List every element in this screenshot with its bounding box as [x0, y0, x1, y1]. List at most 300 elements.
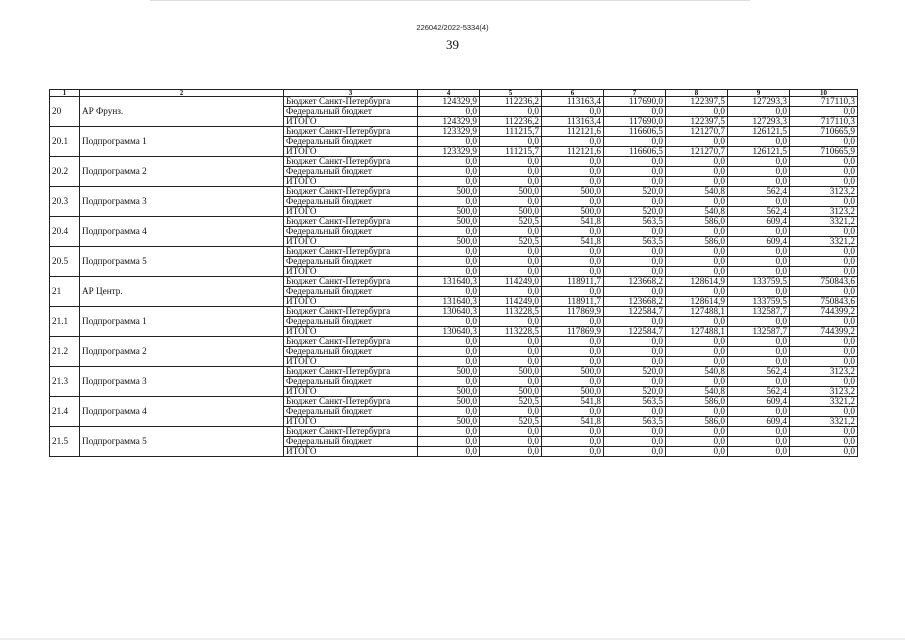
amount-cell: 0,0 [604, 267, 666, 277]
amount-cell: 500,0 [418, 367, 480, 377]
table-row [50, 127, 858, 137]
amount-cell: 586,0 [666, 217, 728, 227]
amount-cell: 0,0 [728, 377, 790, 387]
amount-cell: 0,0 [666, 377, 728, 387]
amount-cell: 0,0 [418, 447, 480, 457]
amount-cell: 0,0 [542, 267, 604, 277]
amount-cell: 563,5 [604, 237, 666, 247]
amount-cell: 0,0 [728, 157, 790, 167]
amount-cell: 127488,1 [666, 307, 728, 317]
amount-cell: 0,0 [480, 197, 542, 207]
program-name: Подпрограмма 3 [80, 367, 284, 397]
amount-cell: 0,0 [790, 437, 858, 447]
amount-cell: 540,8 [666, 187, 728, 197]
amount-cell: 0,0 [604, 347, 666, 357]
amount-cell: 0,0 [418, 107, 480, 117]
amount-cell: 3321,2 [790, 417, 858, 427]
amount-cell: 500,0 [418, 207, 480, 217]
amount-cell: 0,0 [728, 167, 790, 177]
row-number: 20.4 [50, 217, 80, 247]
funding-source: Федеральный бюджет [284, 167, 418, 177]
row-number: 20 [50, 97, 80, 127]
program-name: Подпрограмма 5 [80, 427, 284, 457]
amount-cell: 0,0 [418, 157, 480, 167]
funding-source: Федеральный бюджет [284, 317, 418, 327]
amount-cell: 0,0 [790, 177, 858, 187]
amount-cell: 0,0 [480, 167, 542, 177]
amount-cell: 3123,2 [790, 367, 858, 377]
amount-cell: 0,0 [542, 247, 604, 257]
table-row [50, 367, 858, 377]
table-row [50, 427, 858, 437]
funding-source: ИТОГО [284, 117, 418, 127]
column-header: 9 [728, 90, 790, 97]
amount-cell: 133759,5 [728, 277, 790, 287]
funding-source: Бюджет Санкт-Петербурга [284, 97, 418, 107]
row-number: 20.3 [50, 187, 80, 217]
amount-cell: 113228,5 [480, 327, 542, 337]
row-number: 21.4 [50, 397, 80, 427]
amount-cell: 117690,0 [604, 97, 666, 107]
amount-cell: 0,0 [728, 247, 790, 257]
funding-source: Федеральный бюджет [284, 227, 418, 237]
amount-cell: 0,0 [542, 227, 604, 237]
amount-cell: 0,0 [604, 227, 666, 237]
table-row [50, 277, 858, 287]
program-name: Подпрограмма 4 [80, 217, 284, 247]
amount-cell: 0,0 [604, 377, 666, 387]
column-header: 1 [50, 90, 80, 97]
amount-cell: 0,0 [480, 247, 542, 257]
amount-cell: 116606,5 [604, 127, 666, 137]
row-number: 21 [50, 277, 80, 307]
amount-cell: 0,0 [666, 197, 728, 207]
row-number: 21.2 [50, 337, 80, 367]
funding-source: Бюджет Санкт-Петербурга [284, 157, 418, 167]
amount-cell: 122397,5 [666, 117, 728, 127]
amount-cell: 0,0 [604, 247, 666, 257]
amount-cell: 0,0 [480, 137, 542, 147]
amount-cell: 500,0 [418, 237, 480, 247]
page-number: 39 [446, 37, 459, 52]
amount-cell: 586,0 [666, 237, 728, 247]
amount-cell: 0,0 [728, 317, 790, 327]
amount-cell: 0,0 [728, 267, 790, 277]
amount-cell: 520,5 [480, 417, 542, 427]
amount-cell: 0,0 [666, 267, 728, 277]
amount-cell: 113163,4 [542, 117, 604, 127]
program-name: Подпрограмма 1 [80, 307, 284, 337]
amount-cell: 0,0 [728, 347, 790, 357]
amount-cell: 0,0 [790, 167, 858, 177]
amount-cell: 0,0 [542, 157, 604, 167]
amount-cell: 126121,5 [728, 127, 790, 137]
funding-source: Бюджет Санкт-Петербурга [284, 127, 418, 137]
row-number: 21.3 [50, 367, 80, 397]
funding-source: ИТОГО [284, 177, 418, 187]
amount-cell: 0,0 [418, 267, 480, 277]
column-header: 8 [666, 90, 728, 97]
amount-cell: 0,0 [418, 357, 480, 367]
funding-source: ИТОГО [284, 207, 418, 217]
amount-cell: 133759,5 [728, 297, 790, 307]
amount-cell: 114249,0 [480, 277, 542, 287]
amount-cell: 500,0 [480, 387, 542, 397]
amount-cell: 0,0 [542, 167, 604, 177]
amount-cell: 0,0 [604, 427, 666, 437]
amount-cell: 0,0 [790, 347, 858, 357]
amount-cell: 121270,7 [666, 147, 728, 157]
amount-cell: 0,0 [480, 177, 542, 187]
amount-cell: 0,0 [666, 227, 728, 237]
amount-cell: 113228,5 [480, 307, 542, 317]
amount-cell: 563,5 [604, 397, 666, 407]
amount-cell: 0,0 [542, 347, 604, 357]
amount-cell: 0,0 [418, 167, 480, 177]
amount-cell: 0,0 [790, 317, 858, 327]
amount-cell: 0,0 [666, 447, 728, 457]
amount-cell: 114249,0 [480, 297, 542, 307]
amount-cell: 131640,3 [418, 297, 480, 307]
column-header: 3 [284, 90, 418, 97]
amount-cell: 113163,4 [542, 97, 604, 107]
amount-cell: 710665,9 [790, 147, 858, 157]
funding-source: ИТОГО [284, 387, 418, 397]
amount-cell: 0,0 [666, 317, 728, 327]
amount-cell: 0,0 [604, 157, 666, 167]
amount-cell: 0,0 [418, 337, 480, 347]
amount-cell: 0,0 [542, 197, 604, 207]
amount-cell: 540,8 [666, 367, 728, 377]
amount-cell: 563,5 [604, 217, 666, 227]
amount-cell: 123329,9 [418, 147, 480, 157]
amount-cell: 744399,2 [790, 327, 858, 337]
amount-cell: 0,0 [790, 267, 858, 277]
amount-cell: 609,4 [728, 397, 790, 407]
amount-cell: 3123,2 [790, 387, 858, 397]
amount-cell: 130640,3 [418, 307, 480, 317]
amount-cell: 0,0 [666, 257, 728, 267]
funding-source: Бюджет Санкт-Петербурга [284, 397, 418, 407]
program-name: Подпрограмма 1 [80, 127, 284, 157]
amount-cell: 0,0 [418, 287, 480, 297]
amount-cell: 0,0 [480, 437, 542, 447]
row-number: 20.2 [50, 157, 80, 187]
funding-source: Бюджет Санкт-Петербурга [284, 217, 418, 227]
amount-cell: 0,0 [790, 107, 858, 117]
amount-cell: 0,0 [604, 177, 666, 187]
amount-cell: 122584,7 [604, 307, 666, 317]
amount-cell: 717110,3 [790, 117, 858, 127]
amount-cell: 0,0 [790, 287, 858, 297]
amount-cell: 0,0 [604, 167, 666, 177]
amount-cell: 118911,7 [542, 297, 604, 307]
amount-cell: 744399,2 [790, 307, 858, 317]
amount-cell: 500,0 [418, 217, 480, 227]
amount-cell: 127293,3 [728, 97, 790, 107]
amount-cell: 0,0 [728, 107, 790, 117]
amount-cell: 111215,7 [480, 127, 542, 137]
amount-cell: 0,0 [542, 337, 604, 347]
amount-cell: 520,0 [604, 187, 666, 197]
amount-cell: 0,0 [790, 407, 858, 417]
amount-cell: 0,0 [728, 197, 790, 207]
funding-source: Бюджет Санкт-Петербурга [284, 247, 418, 257]
funding-source: Федеральный бюджет [284, 347, 418, 357]
amount-cell: 0,0 [604, 357, 666, 367]
amount-cell: 562,4 [728, 387, 790, 397]
amount-cell: 717110,3 [790, 97, 858, 107]
program-name: АР Фрунз. [80, 97, 284, 127]
amount-cell: 0,0 [542, 107, 604, 117]
funding-source: ИТОГО [284, 147, 418, 157]
program-name: Подпрограмма 2 [80, 337, 284, 367]
amount-cell: 0,0 [418, 227, 480, 237]
amount-cell: 0,0 [728, 447, 790, 457]
amount-cell: 0,0 [790, 157, 858, 167]
table-row [50, 97, 858, 107]
amount-cell: 0,0 [480, 377, 542, 387]
amount-cell: 127293,3 [728, 117, 790, 127]
amount-cell: 563,5 [604, 417, 666, 427]
amount-cell: 0,0 [480, 317, 542, 327]
amount-cell: 0,0 [790, 427, 858, 437]
amount-cell: 0,0 [542, 427, 604, 437]
amount-cell: 0,0 [666, 437, 728, 447]
amount-cell: 124329,9 [418, 97, 480, 107]
amount-cell: 0,0 [728, 357, 790, 367]
funding-source: Федеральный бюджет [284, 287, 418, 297]
amount-cell: 0,0 [728, 427, 790, 437]
amount-cell: 0,0 [542, 407, 604, 417]
funding-source: ИТОГО [284, 417, 418, 427]
amount-cell: 0,0 [666, 177, 728, 187]
amount-cell: 0,0 [542, 137, 604, 147]
amount-cell: 0,0 [542, 437, 604, 447]
amount-cell: 0,0 [418, 177, 480, 187]
row-number: 21.5 [50, 427, 80, 457]
amount-cell: 111215,7 [480, 147, 542, 157]
amount-cell: 131640,3 [418, 277, 480, 287]
amount-cell: 123668,2 [604, 297, 666, 307]
amount-cell: 586,0 [666, 397, 728, 407]
amount-cell: 0,0 [542, 377, 604, 387]
amount-cell: 500,0 [542, 207, 604, 217]
amount-cell: 520,5 [480, 397, 542, 407]
program-name: Подпрограмма 5 [80, 247, 284, 277]
row-number: 21.1 [50, 307, 80, 337]
funding-source: Федеральный бюджет [284, 437, 418, 447]
table-row [50, 307, 858, 317]
amount-cell: 750843,6 [790, 297, 858, 307]
amount-cell: 0,0 [604, 137, 666, 147]
funding-source: Федеральный бюджет [284, 257, 418, 267]
funding-source: Бюджет Санкт-Петербурга [284, 337, 418, 347]
program-name: Подпрограмма 2 [80, 157, 284, 187]
amount-cell: 0,0 [790, 377, 858, 387]
amount-cell: 0,0 [418, 137, 480, 147]
amount-cell: 0,0 [480, 427, 542, 437]
amount-cell: 0,0 [666, 167, 728, 177]
funding-source: ИТОГО [284, 297, 418, 307]
funding-source: ИТОГО [284, 447, 418, 457]
amount-cell: 500,0 [418, 187, 480, 197]
amount-cell: 0,0 [728, 177, 790, 187]
funding-source: Бюджет Санкт-Петербурга [284, 427, 418, 437]
amount-cell: 3123,2 [790, 187, 858, 197]
amount-cell: 0,0 [666, 247, 728, 257]
amount-cell: 500,0 [480, 207, 542, 217]
amount-cell: 3321,2 [790, 397, 858, 407]
amount-cell: 0,0 [604, 197, 666, 207]
amount-cell: 0,0 [418, 427, 480, 437]
table-row [50, 217, 858, 227]
amount-cell: 112236,2 [480, 117, 542, 127]
amount-cell: 112236,2 [480, 97, 542, 107]
scan-edge-line [150, 0, 750, 1]
amount-cell: 0,0 [418, 247, 480, 257]
program-name: Подпрограмма 3 [80, 187, 284, 217]
amount-cell: 130640,3 [418, 327, 480, 337]
amount-cell: 0,0 [480, 447, 542, 457]
amount-cell: 0,0 [604, 107, 666, 117]
amount-cell: 0,0 [480, 287, 542, 297]
amount-cell: 609,4 [728, 217, 790, 227]
funding-source: Федеральный бюджет [284, 137, 418, 147]
amount-cell: 0,0 [666, 157, 728, 167]
amount-cell: 0,0 [728, 407, 790, 417]
amount-cell: 0,0 [666, 357, 728, 367]
amount-cell: 0,0 [728, 137, 790, 147]
column-number-row [50, 90, 858, 97]
amount-cell: 541,8 [542, 237, 604, 247]
amount-cell: 0,0 [542, 357, 604, 367]
funding-source: Бюджет Санкт-Петербурга [284, 307, 418, 317]
amount-cell: 520,0 [604, 207, 666, 217]
amount-cell: 132587,7 [728, 327, 790, 337]
funding-source: ИТОГО [284, 237, 418, 247]
table-row [50, 187, 858, 197]
budget-table [49, 89, 858, 457]
amount-cell: 124329,9 [418, 117, 480, 127]
amount-cell: 117869,9 [542, 327, 604, 337]
amount-cell: 0,0 [790, 257, 858, 267]
amount-cell: 540,8 [666, 387, 728, 397]
column-header: 10 [790, 90, 858, 97]
amount-cell: 117690,0 [604, 117, 666, 127]
amount-cell: 128614,9 [666, 297, 728, 307]
amount-cell: 132587,7 [728, 307, 790, 317]
column-header: 2 [80, 90, 284, 97]
amount-cell: 0,0 [480, 157, 542, 167]
amount-cell: 112121,6 [542, 127, 604, 137]
funding-source: Бюджет Санкт-Петербурга [284, 187, 418, 197]
amount-cell: 0,0 [480, 107, 542, 117]
table-row [50, 157, 858, 167]
amount-cell: 500,0 [480, 187, 542, 197]
amount-cell: 0,0 [790, 357, 858, 367]
table-row [50, 337, 858, 347]
amount-cell: 0,0 [790, 247, 858, 257]
amount-cell: 500,0 [418, 387, 480, 397]
amount-cell: 116606,5 [604, 147, 666, 157]
funding-source: ИТОГО [284, 267, 418, 277]
amount-cell: 128614,9 [666, 277, 728, 287]
table-row [50, 397, 858, 407]
amount-cell: 0,0 [790, 447, 858, 457]
amount-cell: 0,0 [790, 197, 858, 207]
amount-cell: 0,0 [418, 407, 480, 417]
amount-cell: 0,0 [666, 287, 728, 297]
amount-cell: 0,0 [480, 227, 542, 237]
funding-source: ИТОГО [284, 327, 418, 337]
column-header: 5 [480, 90, 542, 97]
amount-cell: 500,0 [418, 417, 480, 427]
amount-cell: 500,0 [418, 397, 480, 407]
amount-cell: 0,0 [666, 407, 728, 417]
amount-cell: 0,0 [542, 447, 604, 457]
amount-cell: 586,0 [666, 417, 728, 427]
amount-cell: 750843,6 [790, 277, 858, 287]
amount-cell: 0,0 [790, 227, 858, 237]
amount-cell: 0,0 [728, 437, 790, 447]
amount-cell: 0,0 [542, 177, 604, 187]
row-number: 20.5 [50, 247, 80, 277]
funding-source: ИТОГО [284, 357, 418, 367]
amount-cell: 540,8 [666, 207, 728, 217]
amount-cell: 0,0 [604, 407, 666, 417]
amount-cell: 0,0 [604, 317, 666, 327]
program-name: Подпрограмма 4 [80, 397, 284, 427]
amount-cell: 500,0 [542, 187, 604, 197]
table-row [50, 247, 858, 257]
funding-source: Федеральный бюджет [284, 197, 418, 207]
amount-cell: 500,0 [542, 387, 604, 397]
amount-cell: 520,0 [604, 367, 666, 377]
column-header: 7 [604, 90, 666, 97]
row-number: 20.1 [50, 127, 80, 157]
amount-cell: 562,4 [728, 207, 790, 217]
amount-cell: 541,8 [542, 217, 604, 227]
amount-cell: 609,4 [728, 417, 790, 427]
amount-cell: 127488,1 [666, 327, 728, 337]
amount-cell: 0,0 [480, 267, 542, 277]
amount-cell: 0,0 [604, 287, 666, 297]
funding-source: Федеральный бюджет [284, 377, 418, 387]
funding-source: Федеральный бюджет [284, 407, 418, 417]
amount-cell: 0,0 [666, 337, 728, 347]
amount-cell: 3321,2 [790, 237, 858, 247]
amount-cell: 609,4 [728, 237, 790, 247]
amount-cell: 0,0 [480, 347, 542, 357]
amount-cell: 0,0 [480, 257, 542, 267]
column-header: 6 [542, 90, 604, 97]
amount-cell: 0,0 [418, 257, 480, 267]
amount-cell: 0,0 [418, 377, 480, 387]
funding-source: Бюджет Санкт-Петербурга [284, 277, 418, 287]
amount-cell: 123329,9 [418, 127, 480, 137]
amount-cell: 500,0 [542, 367, 604, 377]
amount-cell: 520,5 [480, 237, 542, 247]
funding-source: Бюджет Санкт-Петербурга [284, 367, 418, 377]
amount-cell: 0,0 [666, 137, 728, 147]
amount-cell: 126121,5 [728, 147, 790, 157]
amount-cell: 0,0 [480, 407, 542, 417]
amount-cell: 117869,9 [542, 307, 604, 317]
amount-cell: 0,0 [790, 337, 858, 347]
amount-cell: 3123,2 [790, 207, 858, 217]
amount-cell: 0,0 [666, 107, 728, 117]
